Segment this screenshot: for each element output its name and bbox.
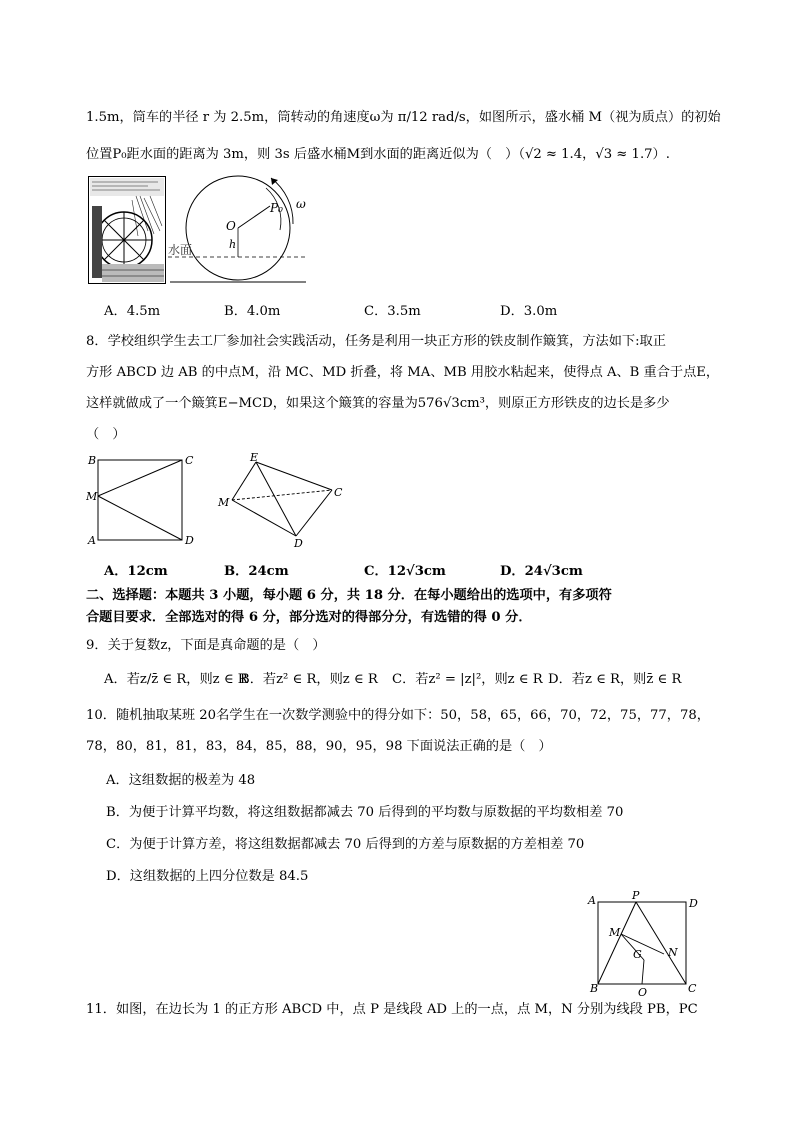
q8-line2: 方形 ABCD 边 AB 的中点M，沿 MC、MD 折叠，将 MA、MB 用胶水粘起来，使得点 A、B 重合于点E， <box>86 365 720 380</box>
section2-line1: 二、选择题：本题共 3 小题，每小题 6 分，共 18 分．在每小题给出的选项中，有多项符 <box>86 588 612 603</box>
q8-line4: （ ） <box>86 427 126 442</box>
sq2-label-G: G <box>633 948 642 961</box>
q8-option-a[interactable]: A．12cm <box>104 564 168 579</box>
q7-option-d[interactable]: D．3.0m <box>500 304 558 319</box>
py-label-M: M <box>218 496 230 509</box>
q10-option-a[interactable]: A．这组数据的极差为 48 <box>106 773 256 788</box>
q10-line2: 78，80，81，81，83，84，85，88，90，95，98 下面说法正确的是（ ） <box>86 739 552 754</box>
q10-option-b[interactable]: B．为便于计算平均数，将这组数据都减去 70 后得到的平均数与原数据的平均数相差 70 <box>106 805 624 820</box>
q7-line2: 位置P₀距水面的距离为 3m，则 3s 后盛水桶M到水面的距离近似为（ ）（√2 ≈ 1.4，√3 ≈ 1.7）. <box>86 147 670 162</box>
sq-label-B: B <box>88 454 97 467</box>
py-label-E: E <box>250 451 259 464</box>
fig-label-water: 水面 <box>168 243 193 257</box>
q10-option-c[interactable]: C．为便于计算方差，将这组数据都减去 70 后得到的方差与原数据的方差相差 70 <box>106 837 585 852</box>
q8-option-b[interactable]: B．24cm <box>224 564 289 579</box>
py-label-C: C <box>334 486 343 499</box>
q10-line1: 10．随机抽取某班 20名学生在一次数学测验中的得分如下：50，58，65，66，70，72，75，77，78， <box>86 708 710 723</box>
sq-label-A: A <box>88 534 96 547</box>
q9-option-d[interactable]: D．若z ∈ R，则z̄ ∈ R <box>548 672 682 687</box>
sq2-label-A: A <box>588 894 596 907</box>
q8-option-c[interactable]: C．12√3cm <box>364 564 446 579</box>
q11-line1: 11．如图，在边长为 1 的正方形 ABCD 中，点 P 是线段 AD 上的一点，点 M，N 分别为线段 PB，PC <box>86 1002 698 1017</box>
sq2-label-D: D <box>689 897 698 910</box>
q9-option-b[interactable]: B．若z² ∈ R，则z ∈ R <box>240 672 378 687</box>
q10-option-d[interactable]: D．这组数据的上四分位数是 84.5 <box>106 869 309 884</box>
waterwheel-picture <box>88 176 166 284</box>
sq2-label-N: N <box>668 946 678 959</box>
q7-line1: 1.5m，筒车的半径 r 为 2.5m，筒转动的角速度ω为 π/12 rad/s，如图所示，盛水桶 M（视为质点）的初始 <box>86 110 721 125</box>
sq2-label-B: B <box>590 982 599 995</box>
square-pm-figure <box>584 888 704 998</box>
square-figure <box>86 450 196 550</box>
q8-line3: 这样就做成了一个簸箕E−MCD，如果这个簸箕的容量为576√3cm³，则原正方形铁皮的边长是多少 <box>86 396 670 411</box>
py-label-D: D <box>294 537 303 550</box>
sq-label-D: D <box>185 534 194 547</box>
fig-label-h: h <box>229 238 237 251</box>
sq-label-C: C <box>185 454 194 467</box>
section2-line2: 合题目要求．全部选对的得 6 分，部分选对的得部分分，有选错的得 0 分． <box>86 610 532 625</box>
sq-label-M: M <box>86 490 98 503</box>
sq2-label-C: C <box>688 982 697 995</box>
sq2-label-O: O <box>638 986 648 998</box>
pyramid-figure <box>212 450 352 550</box>
fig-label-omega: ω <box>296 197 306 211</box>
q8-line1: 8．学校组织学生去工厂参加社会实践活动，任务是利用一块正方形的铁皮制作簸箕，方法如下:取正 <box>86 334 666 349</box>
q7-option-c[interactable]: C．3.5m <box>364 304 421 319</box>
wheel-diagram <box>168 168 310 288</box>
q9-stem: 9．关于复数z，下面是真命题的是（ ） <box>86 638 326 653</box>
fig-label-P0: P₀ <box>270 201 283 215</box>
fig-label-O: O <box>226 219 236 233</box>
q7-option-a[interactable]: A．4.5m <box>104 304 161 319</box>
q8-option-d[interactable]: D．24√3cm <box>500 564 583 579</box>
q7-option-b[interactable]: B．4.0m <box>224 304 281 319</box>
q9-option-a[interactable]: A．若z/z̄ ∈ R，则z ∈ R <box>104 672 248 687</box>
sq2-label-P: P <box>632 889 640 902</box>
q9-option-c[interactable]: C．若z² = |z|²，则z ∈ R <box>392 672 543 687</box>
sq2-label-M: M <box>609 926 621 939</box>
